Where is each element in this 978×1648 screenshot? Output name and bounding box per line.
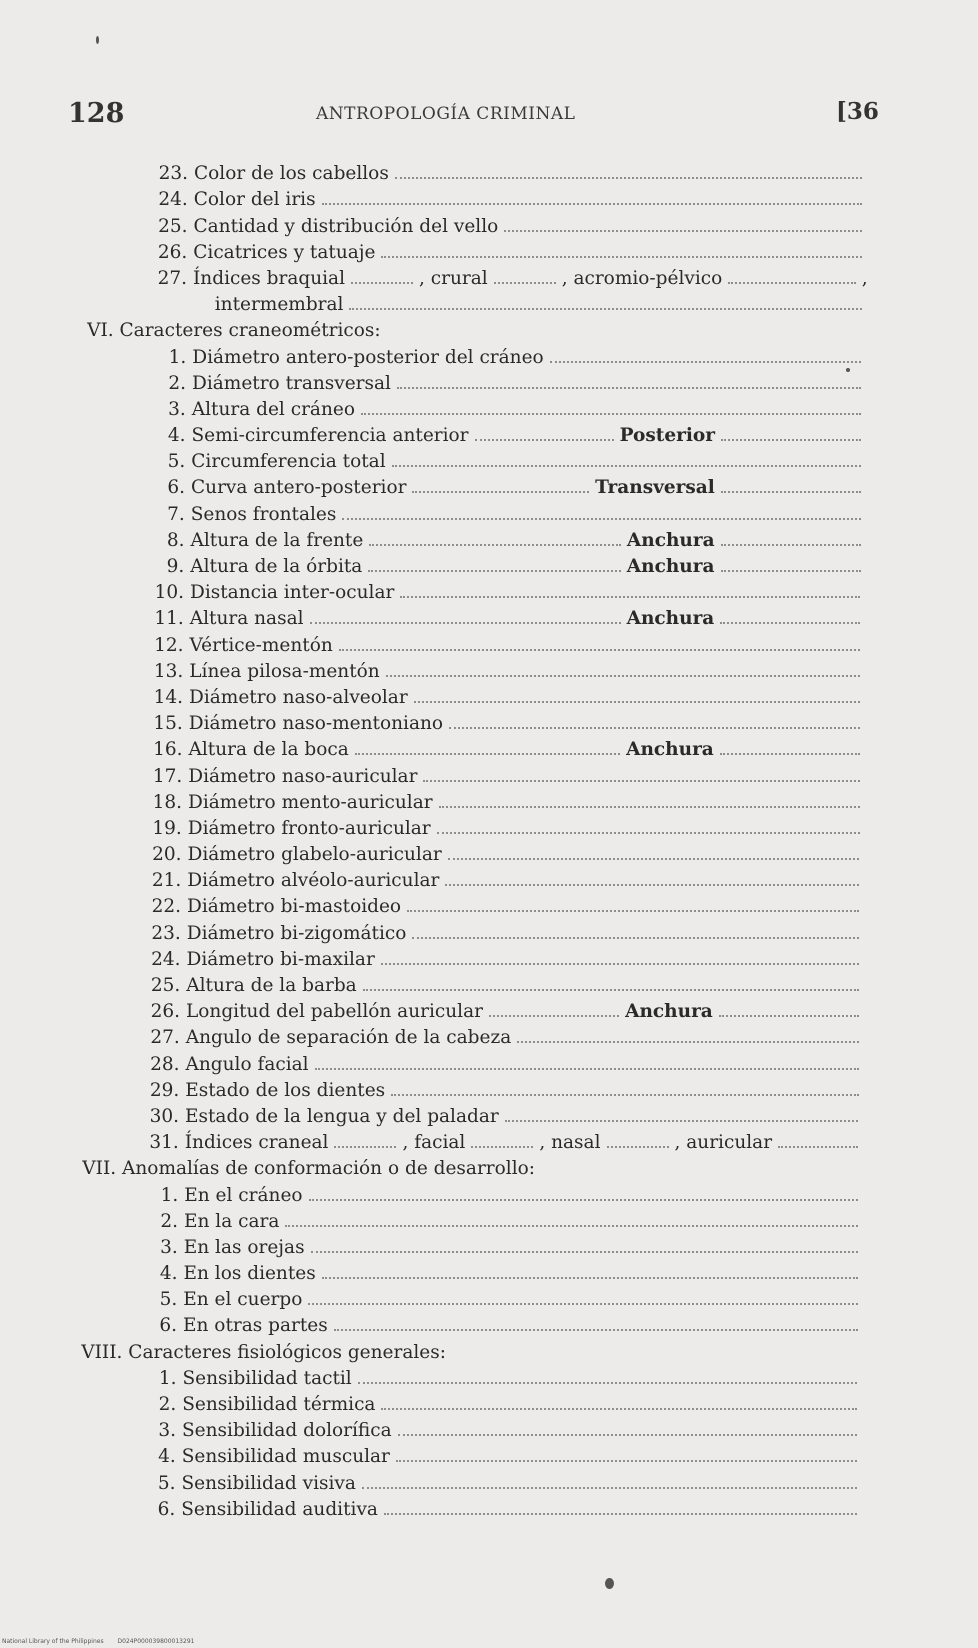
item-label: Vértice-mentón	[189, 634, 333, 656]
fill-in-blank[interactable]	[363, 988, 859, 991]
item-number: 30.	[149, 1105, 179, 1127]
form-line	[0, 420, 978, 446]
item-number: 2.	[160, 1210, 178, 1232]
fill-in-blank[interactable]	[721, 543, 861, 546]
form-line	[0, 787, 978, 813]
item-label: Diámetro naso-alveolar	[189, 686, 408, 708]
fill-in-blank[interactable]	[381, 255, 861, 258]
fill-in-blank[interactable]	[439, 805, 860, 808]
item-number: 1.	[160, 1184, 179, 1206]
item-label: Color del iris	[193, 189, 316, 211]
item-label: Diámetro naso-auricular	[188, 765, 418, 787]
form-line	[0, 551, 978, 577]
fill-in-blank[interactable]	[504, 229, 862, 232]
section-heading: VIII. Caracteres fisiológicos generales:	[81, 1341, 446, 1363]
item-number: 5.	[159, 1289, 178, 1311]
item-label: Diámetro mento-auricular	[188, 791, 433, 813]
item-label: Curva antero-posterior	[191, 477, 407, 499]
item-number: 28.	[150, 1053, 180, 1075]
fill-in-blank[interactable]	[398, 1433, 858, 1436]
form-line	[0, 629, 978, 655]
item-label: intermembral	[214, 294, 344, 316]
item-label: Diámetro naso-mentoniano	[188, 713, 444, 735]
fill-in-blank[interactable]	[369, 543, 621, 546]
item-sub-label: , facial	[402, 1132, 466, 1154]
form-line	[0, 708, 978, 734]
item-number: 9.	[166, 556, 185, 577]
fill-in-blank[interactable]	[342, 517, 860, 520]
fill-in-blank[interactable]	[607, 1145, 669, 1148]
item-number: 12.	[154, 634, 184, 656]
item-label: Altura de la órbita	[190, 556, 363, 577]
item-number: 4.	[158, 1446, 176, 1468]
form-line	[0, 682, 978, 708]
item-label: Índices craneal	[184, 1132, 329, 1154]
form-line	[0, 760, 978, 786]
form-line	[0, 1127, 978, 1153]
item-label: Diámetro antero-posterior del cráneo	[192, 346, 544, 368]
item-label: En la cara	[184, 1210, 280, 1232]
fill-in-blank[interactable]	[489, 1014, 619, 1017]
item-number: 4.	[167, 425, 186, 447]
item-label: Diámetro alvéolo-auricular	[187, 870, 440, 892]
form-line	[0, 1048, 978, 1074]
item-number: 24.	[151, 948, 181, 970]
item-number: 6.	[159, 1315, 177, 1337]
item-number: 6.	[167, 477, 185, 499]
section-heading: VII. Anomalías de conformación o de desarrollo:	[82, 1158, 535, 1180]
fill-in-blank[interactable]	[445, 883, 859, 886]
item-label: Distancia inter-ocular	[190, 582, 395, 604]
item-number: 13.	[153, 660, 184, 682]
fill-in-blank[interactable]	[358, 1381, 858, 1384]
scan-footer	[2, 1638, 206, 1645]
item-label: Sensibilidad tactil	[182, 1367, 352, 1389]
form-line	[0, 944, 978, 970]
fill-in-blank[interactable]	[349, 307, 861, 310]
scan-id: D024P000039800013291	[117, 1638, 195, 1645]
fill-in-blank[interactable]	[517, 1040, 858, 1043]
item-label: En el cuerpo	[183, 1289, 303, 1311]
item-number: 26.	[150, 1001, 180, 1023]
fill-in-blank[interactable]	[471, 1145, 533, 1148]
item-label: Sensibilidad muscular	[181, 1446, 390, 1468]
item-number: 31.	[149, 1132, 179, 1154]
item-sub-label: , nasal	[539, 1132, 601, 1154]
fill-in-blank[interactable]	[720, 752, 860, 755]
fill-in-blank[interactable]	[386, 674, 860, 677]
fill-in-blank[interactable]	[381, 962, 859, 965]
fill-in-blank[interactable]	[423, 779, 859, 782]
item-number: 5.	[157, 1472, 176, 1494]
form-line	[0, 813, 978, 839]
library-credit: National Library of the Philippines	[2, 1638, 104, 1645]
fill-in-blank[interactable]	[384, 1512, 857, 1515]
item-number: 1.	[158, 1367, 177, 1389]
form-line	[0, 1363, 978, 1389]
item-sub-label: Anchura	[626, 529, 715, 551]
fill-in-blank[interactable]	[407, 909, 859, 912]
item-number: 3.	[168, 398, 186, 420]
fill-in-blank[interactable]	[351, 281, 413, 284]
section-heading: VI. Caracteres craneométricos:	[87, 320, 381, 342]
item-label: Circumferencia total	[191, 451, 386, 473]
fill-in-blank[interactable]	[334, 1328, 858, 1331]
form-line	[0, 1389, 978, 1415]
section-number: [36	[836, 98, 879, 125]
form-line	[0, 525, 978, 551]
item-number: 7.	[167, 503, 185, 525]
fill-in-blank[interactable]	[449, 726, 860, 729]
form-line	[0, 341, 978, 367]
item-label: En los dientes	[183, 1263, 316, 1285]
item-label: Diámetro bi-zigomático	[186, 922, 407, 944]
form-line	[0, 263, 978, 289]
form-list	[0, 158, 978, 1520]
form-line	[0, 1022, 978, 1048]
fill-in-blank[interactable]	[309, 1198, 859, 1201]
fill-in-blank[interactable]	[721, 569, 861, 572]
fill-in-blank[interactable]	[400, 595, 860, 598]
fill-in-blank[interactable]	[361, 412, 861, 415]
item-label: Estado de la lengua y del paladar	[185, 1105, 499, 1127]
item-number: 25.	[150, 975, 181, 996]
form-line	[0, 237, 978, 263]
item-label: Diámetro glabelo-auricular	[187, 844, 442, 866]
ink-speck	[605, 1578, 614, 1589]
item-sub-label: Anchura	[626, 739, 714, 761]
running-title: ANTROPOLOGÍA CRIMINAL	[316, 104, 576, 124]
item-number: 18.	[152, 791, 182, 813]
item-sub-label: Transversal	[595, 477, 715, 499]
fill-in-blank[interactable]	[505, 1119, 859, 1122]
fill-in-blank[interactable]	[285, 1224, 858, 1227]
item-number: 21.	[151, 870, 182, 892]
item-number: 14.	[153, 686, 183, 708]
item-label: Línea pilosa-mentón	[189, 660, 380, 682]
item-label: Sensibilidad térmica	[182, 1394, 376, 1415]
item-label: Angulo de separación de la cabeza	[185, 1027, 512, 1049]
form-line	[0, 289, 978, 315]
item-label: Senos frontales	[190, 503, 337, 525]
form-line	[0, 1284, 978, 1310]
fill-in-blank[interactable]	[412, 490, 589, 493]
form-line	[0, 656, 978, 682]
item-label: Altura nasal	[189, 608, 304, 630]
item-number: 10.	[154, 582, 184, 604]
item-number: 26.	[157, 241, 188, 263]
item-number: 8.	[166, 529, 185, 551]
fill-in-blank[interactable]	[334, 1145, 396, 1148]
form-line	[0, 1179, 978, 1205]
item-number: 3.	[158, 1420, 176, 1442]
form-line	[0, 865, 978, 891]
item-number: 29.	[149, 1079, 180, 1101]
item-number: 2.	[158, 1394, 177, 1415]
item-label: Altura del cráneo	[191, 398, 355, 420]
item-label: En el cráneo	[184, 1184, 303, 1206]
form-line	[0, 1232, 978, 1258]
item-number: 22.	[151, 896, 181, 918]
ink-speck	[846, 368, 850, 372]
fill-in-blank[interactable]	[448, 857, 860, 860]
form-line	[0, 970, 978, 996]
item-label: Semi-circumferencia anterior	[191, 425, 469, 447]
fill-in-blank[interactable]	[720, 621, 860, 624]
item-number: 4.	[159, 1263, 178, 1285]
fill-in-blank[interactable]	[392, 464, 861, 467]
item-number: 15.	[153, 713, 183, 735]
page-number: 128	[68, 98, 125, 129]
fill-in-blank[interactable]	[414, 700, 860, 703]
page-header	[68, 98, 888, 138]
item-number: 3.	[160, 1236, 178, 1258]
fill-in-blank[interactable]	[395, 176, 862, 179]
item-label: Diámetro transversal	[192, 372, 391, 394]
fill-in-blank[interactable]	[362, 1486, 857, 1489]
fill-in-blank[interactable]	[412, 936, 859, 939]
form-line	[0, 368, 978, 394]
form-line	[0, 394, 978, 420]
form-line	[0, 577, 978, 603]
item-number: 23.	[158, 163, 188, 185]
item-number: 23.	[151, 922, 181, 944]
item-number: 19.	[152, 817, 182, 839]
item-label: Altura de la barba	[186, 975, 357, 996]
form-line	[0, 1258, 978, 1284]
item-number: 25.	[158, 215, 188, 237]
item-label: Cantidad y distribución del vello	[193, 215, 499, 237]
item-label: Diámetro fronto-auricular	[187, 817, 431, 839]
trailing-comma: ,	[861, 267, 868, 289]
item-number: 20.	[152, 844, 182, 866]
item-number: 1.	[168, 346, 187, 368]
item-label: Sensibilidad visiva	[181, 1472, 356, 1494]
fill-in-blank[interactable]	[437, 831, 860, 834]
form-line	[0, 210, 978, 236]
form-line	[0, 917, 978, 943]
item-label: Diámetro bi-mastoideo	[187, 896, 402, 918]
item-label: Angulo facial	[185, 1053, 309, 1075]
fill-in-blank[interactable]	[311, 1250, 858, 1253]
fill-in-blank[interactable]	[778, 1145, 858, 1148]
item-number: 5.	[167, 451, 186, 473]
item-sub-label: , acromio-pélvico	[561, 267, 723, 289]
form-line	[0, 184, 978, 210]
form-line	[0, 1441, 978, 1467]
fill-in-blank[interactable]	[310, 621, 621, 624]
item-label: Sensibilidad dolorífica	[182, 1420, 392, 1442]
form-line	[0, 472, 978, 498]
item-sub-label: Anchura	[626, 556, 715, 577]
item-sub-label: , crural	[419, 267, 488, 289]
item-label: Longitud del pabellón auricular	[186, 1001, 483, 1023]
form-line	[0, 1075, 978, 1101]
item-number: 27.	[157, 267, 187, 289]
fill-in-blank[interactable]	[728, 281, 855, 284]
form-line	[0, 1206, 978, 1232]
item-label: Diámetro bi-maxilar	[186, 948, 375, 970]
form-line	[0, 1415, 978, 1441]
form-line	[0, 446, 978, 472]
item-label: En otras partes	[183, 1315, 328, 1337]
item-label: Color de los cabellos	[194, 163, 389, 185]
item-label: Sensibilidad auditiva	[181, 1498, 378, 1520]
item-sub-label: Posterior	[619, 425, 715, 447]
form-line	[0, 891, 978, 917]
form-line	[0, 498, 978, 524]
item-number: 2.	[168, 372, 186, 394]
fill-in-blank[interactable]	[721, 490, 861, 493]
item-label: Cicatrices y tatuaje	[193, 241, 376, 263]
item-sub-label: Anchura	[626, 608, 715, 630]
fill-in-blank[interactable]	[322, 1276, 858, 1279]
item-label: Estado de los dientes	[185, 1079, 386, 1101]
form-line	[0, 1310, 978, 1336]
item-label: En las orejas	[183, 1236, 305, 1258]
form-line	[0, 158, 978, 184]
fill-in-blank[interactable]	[308, 1302, 857, 1305]
item-number: 11.	[154, 608, 184, 630]
form-line	[0, 603, 978, 629]
item-number: 16.	[153, 739, 183, 761]
fill-in-blank[interactable]	[396, 1459, 857, 1462]
form-line	[0, 1101, 978, 1127]
fill-in-blank[interactable]	[721, 438, 861, 441]
item-label: Índices braquial	[193, 267, 346, 289]
form-line	[0, 1494, 978, 1520]
form-line	[0, 1467, 978, 1493]
fill-in-blank[interactable]	[355, 752, 620, 755]
fill-in-blank[interactable]	[381, 1407, 857, 1410]
form-line	[0, 996, 978, 1022]
fill-in-blank[interactable]	[719, 1014, 859, 1017]
item-number: 27.	[150, 1027, 180, 1049]
fill-in-blank[interactable]	[550, 360, 862, 363]
form-line	[0, 734, 978, 760]
item-number: 24.	[158, 189, 188, 211]
item-label: Altura de la boca	[188, 739, 349, 761]
fill-in-blank[interactable]	[315, 1067, 859, 1070]
fill-in-blank[interactable]	[339, 648, 860, 651]
fill-in-blank[interactable]	[397, 386, 861, 389]
item-sub-label: , auricular	[674, 1132, 773, 1154]
item-sub-label: Anchura	[625, 1001, 713, 1023]
fill-in-blank[interactable]	[322, 202, 862, 205]
item-number: 17.	[152, 765, 183, 787]
ink-speck	[96, 36, 99, 44]
fill-in-blank[interactable]	[475, 438, 614, 441]
item-number: 6.	[157, 1498, 176, 1520]
fill-in-blank[interactable]	[391, 1093, 858, 1096]
form-line	[0, 839, 978, 865]
fill-in-blank[interactable]	[368, 569, 620, 572]
fill-in-blank[interactable]	[494, 281, 556, 284]
item-label: Altura de la frente	[190, 529, 364, 551]
